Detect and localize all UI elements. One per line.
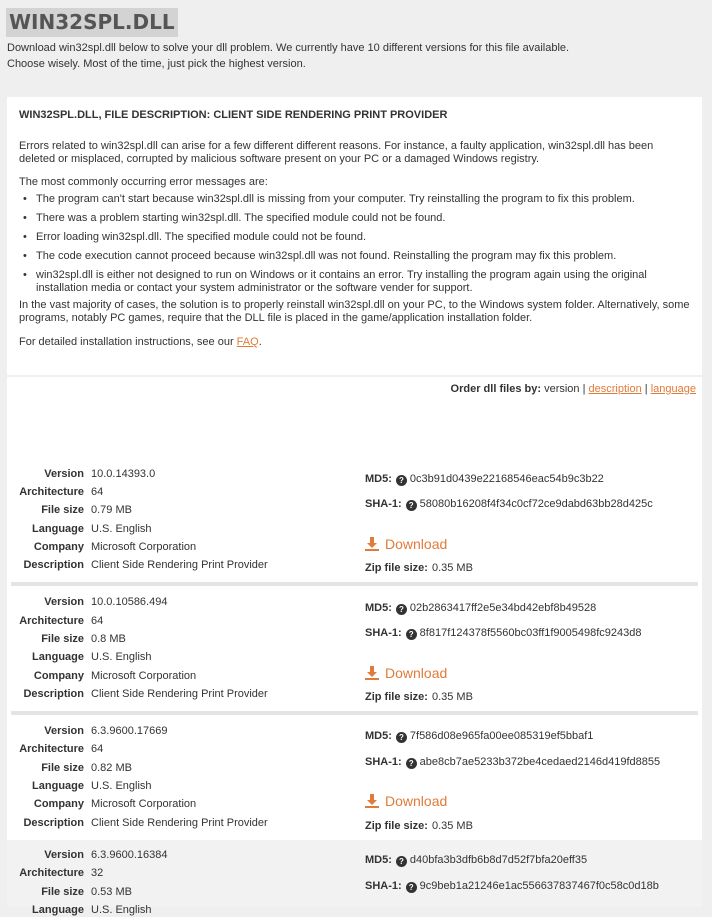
company-label: Company: [33, 798, 84, 810]
md5-row: [365, 853, 587, 867]
architecture-value: 32: [91, 867, 104, 879]
description-para-3: In the vast majority of cases, the solution is to properly reinstall win32spl.dll on your PC, to the Windows system folder. Alternatively, some programs, notably PC games, require that the DLL file is placed in the game/application installation folder.: [19, 299, 690, 324]
architecture-value: 64: [91, 743, 104, 755]
error-item: • win32spl.dll is either not designed to run on Windows or it contains an error. Try installing the program again using the original installation media or contact your system administrator or the software vender for support.: [19, 269, 690, 295]
description-panel: [7, 97, 702, 375]
description-para-1: Errors related to win32spl.dll can arise for a few different different reasons. For instance, a faulty application, win32spl.dll has been deleted or misplaced, corrupted by malicious software present on your PC or a damaged Windows registry.: [19, 140, 654, 165]
version-label: Version: [44, 849, 84, 861]
company-value: Microsoft Corporation: [91, 798, 197, 810]
order-by-description-link[interactable]: description: [588, 383, 642, 395]
error-item: • The code execution cannot proceed because win32spl.dll was not found. Reinstalling the program may fix this problem.: [19, 250, 690, 263]
description-para-4: [19, 336, 690, 349]
architecture-label: Architecture: [19, 615, 84, 627]
file-size-label: File size: [41, 762, 84, 774]
md5-row: [365, 472, 604, 486]
architecture-label: Architecture: [19, 743, 84, 755]
entry-divider: [11, 711, 698, 715]
language-label: Language: [32, 904, 84, 916]
dll-entry: [7, 462, 702, 582]
sha1-label: SHA-1:: [365, 880, 402, 892]
zip-size-row: [365, 561, 473, 575]
architecture-label: Architecture: [19, 867, 84, 879]
download-label: Download: [385, 536, 448, 552]
file-size-value: 0.8 MB: [91, 633, 126, 645]
sha1-row: [365, 879, 659, 893]
zip-size-label: Zip file size:: [365, 562, 428, 574]
description-label: Description: [23, 817, 84, 829]
description-heading: WIN32SPL.DLL, FILE DESCRIPTION: CLIENT SIDE RENDERING PRINT PROVIDER: [19, 109, 448, 121]
faq-link[interactable]: FAQ: [236, 336, 259, 348]
help-icon[interactable]: ?: [396, 856, 407, 867]
description-label: Description: [23, 559, 84, 571]
version-label: Version: [44, 725, 84, 737]
order-label: Order dll files by:: [450, 383, 542, 395]
error-item: • There was a problem starting win32spl.dll. The specified module could not be found.: [19, 212, 690, 225]
version-value: 6.3.9600.16384: [91, 849, 168, 861]
download-icon: [365, 794, 379, 808]
md5-label: MD5:: [365, 473, 392, 485]
sha1-row: [365, 497, 653, 511]
sha1-value: 8f817f124378f5560bc03ff1f9005498fc9243d8: [419, 627, 642, 639]
language-label: Language: [32, 780, 84, 792]
architecture-value: 64: [91, 486, 104, 498]
sha1-label: SHA-1:: [365, 756, 402, 768]
md5-row: [365, 729, 593, 743]
file-size-label: File size: [41, 886, 84, 898]
md5-value: 7f586d08e965fa00ee085319ef5bbaf1: [409, 730, 594, 742]
help-icon[interactable]: ?: [406, 500, 417, 511]
help-icon[interactable]: ?: [396, 732, 407, 743]
sha1-value: 58080b16208f4f34c0cf72ce9dabd63bb28d425c: [419, 498, 653, 510]
version-value: 10.0.14393.0: [91, 468, 156, 480]
file-size-value: 0.53 MB: [91, 886, 132, 898]
download-button[interactable]: [365, 792, 447, 810]
download-icon: [365, 666, 379, 680]
download-button[interactable]: [365, 664, 447, 682]
md5-row: [365, 601, 596, 615]
help-icon[interactable]: ?: [406, 758, 417, 769]
architecture-label: Architecture: [19, 486, 84, 498]
version-label: Version: [44, 468, 84, 480]
download-button[interactable]: [365, 535, 447, 553]
version-label: Version: [44, 596, 84, 608]
version-value: 6.3.9600.17669: [91, 725, 168, 737]
sha1-value: abe8cb7ae5233b372be4cedaed2146d419fd8855: [419, 756, 661, 768]
company-label: Company: [33, 541, 84, 553]
company-value: Microsoft Corporation: [91, 541, 197, 553]
md5-value: 02b2863417ff2e5e34bd42ebf8b49528: [409, 602, 597, 614]
architecture-value: 64: [91, 615, 104, 627]
entry-divider: [11, 582, 698, 586]
sha1-value: 9c9beb1a21246e1ac556637837467f0c58c0d18b: [419, 880, 659, 892]
language-value: U.S. English: [91, 904, 152, 916]
help-icon[interactable]: ?: [396, 604, 407, 615]
language-value: U.S. English: [91, 651, 152, 663]
zip-size-label: Zip file size:: [365, 820, 428, 832]
sha1-label: SHA-1:: [365, 498, 402, 510]
md5-label: MD5:: [365, 854, 392, 866]
file-size-value: 0.79 MB: [91, 504, 132, 516]
zip-size-row: [365, 690, 473, 704]
download-label: Download: [385, 793, 448, 809]
help-icon[interactable]: ?: [406, 882, 417, 893]
dll-entry: [7, 840, 702, 916]
md5-value: d40bfa3b3dfb6b8d7d52f7bfa20eff35: [409, 854, 588, 866]
zip-size-row: [365, 819, 473, 833]
description-value: Client Side Rendering Print Provider: [91, 559, 268, 571]
order-separator: |: [644, 383, 648, 395]
dll-entry: [7, 719, 702, 839]
order-separator: |: [582, 383, 586, 395]
zip-size-value: 0.35 MB: [431, 562, 473, 574]
file-size-label: File size: [41, 633, 84, 645]
language-value: U.S. English: [91, 780, 152, 792]
help-icon[interactable]: ?: [406, 629, 417, 640]
intro-text: [7, 40, 569, 72]
sha1-label: SHA-1:: [365, 627, 402, 639]
file-size-label: File size: [41, 504, 84, 516]
dll-entry: [7, 590, 702, 710]
download-label: Download: [385, 665, 448, 681]
company-value: Microsoft Corporation: [91, 670, 197, 682]
md5-label: MD5:: [365, 602, 392, 614]
zip-size-value: 0.35 MB: [431, 691, 473, 703]
description-para-2: The most commonly occurring error messages are:: [19, 176, 268, 188]
file-size-value: 0.82 MB: [91, 762, 132, 774]
md5-value: 0c3b91d0439e22168546eac54b9c3b22: [409, 473, 604, 485]
description-value: Client Side Rendering Print Provider: [91, 688, 268, 700]
order-current: version: [544, 383, 580, 395]
error-item: • Error loading win32spl.dll. The specified module could not be found.: [19, 231, 690, 244]
faq-suffix: .: [258, 336, 262, 348]
zip-size-label: Zip file size:: [365, 691, 428, 703]
language-label: Language: [32, 651, 84, 663]
order-bar: [451, 383, 696, 395]
version-value: 10.0.10586.494: [91, 596, 168, 608]
intro-line-2: Choose wisely. Most of the time, just pick the highest version.: [7, 58, 306, 70]
description-value: Client Side Rendering Print Provider: [91, 817, 268, 829]
help-icon[interactable]: ?: [396, 475, 407, 486]
faq-prefix: For detailed installation instructions, see our: [19, 336, 237, 348]
error-list: [19, 193, 690, 295]
sha1-row: [365, 755, 660, 769]
md5-label: MD5:: [365, 730, 392, 742]
company-label: Company: [33, 670, 84, 682]
zip-size-value: 0.35 MB: [431, 820, 473, 832]
download-icon: [365, 537, 379, 551]
page-title: WIN32SPL.DLL: [6, 8, 178, 37]
language-value: U.S. English: [91, 523, 152, 535]
sha1-row: [365, 626, 642, 640]
intro-line-1: Download win32spl.dll below to solve your dll problem. We currently have 10 different versions for this file available.: [7, 42, 570, 54]
language-label: Language: [32, 523, 84, 535]
order-by-language-link[interactable]: language: [650, 383, 696, 395]
error-item: • The program can't start because win32spl.dll is missing from your computer. Try reinstalling the program to fix this problem.: [19, 193, 690, 206]
description-label: Description: [23, 688, 84, 700]
